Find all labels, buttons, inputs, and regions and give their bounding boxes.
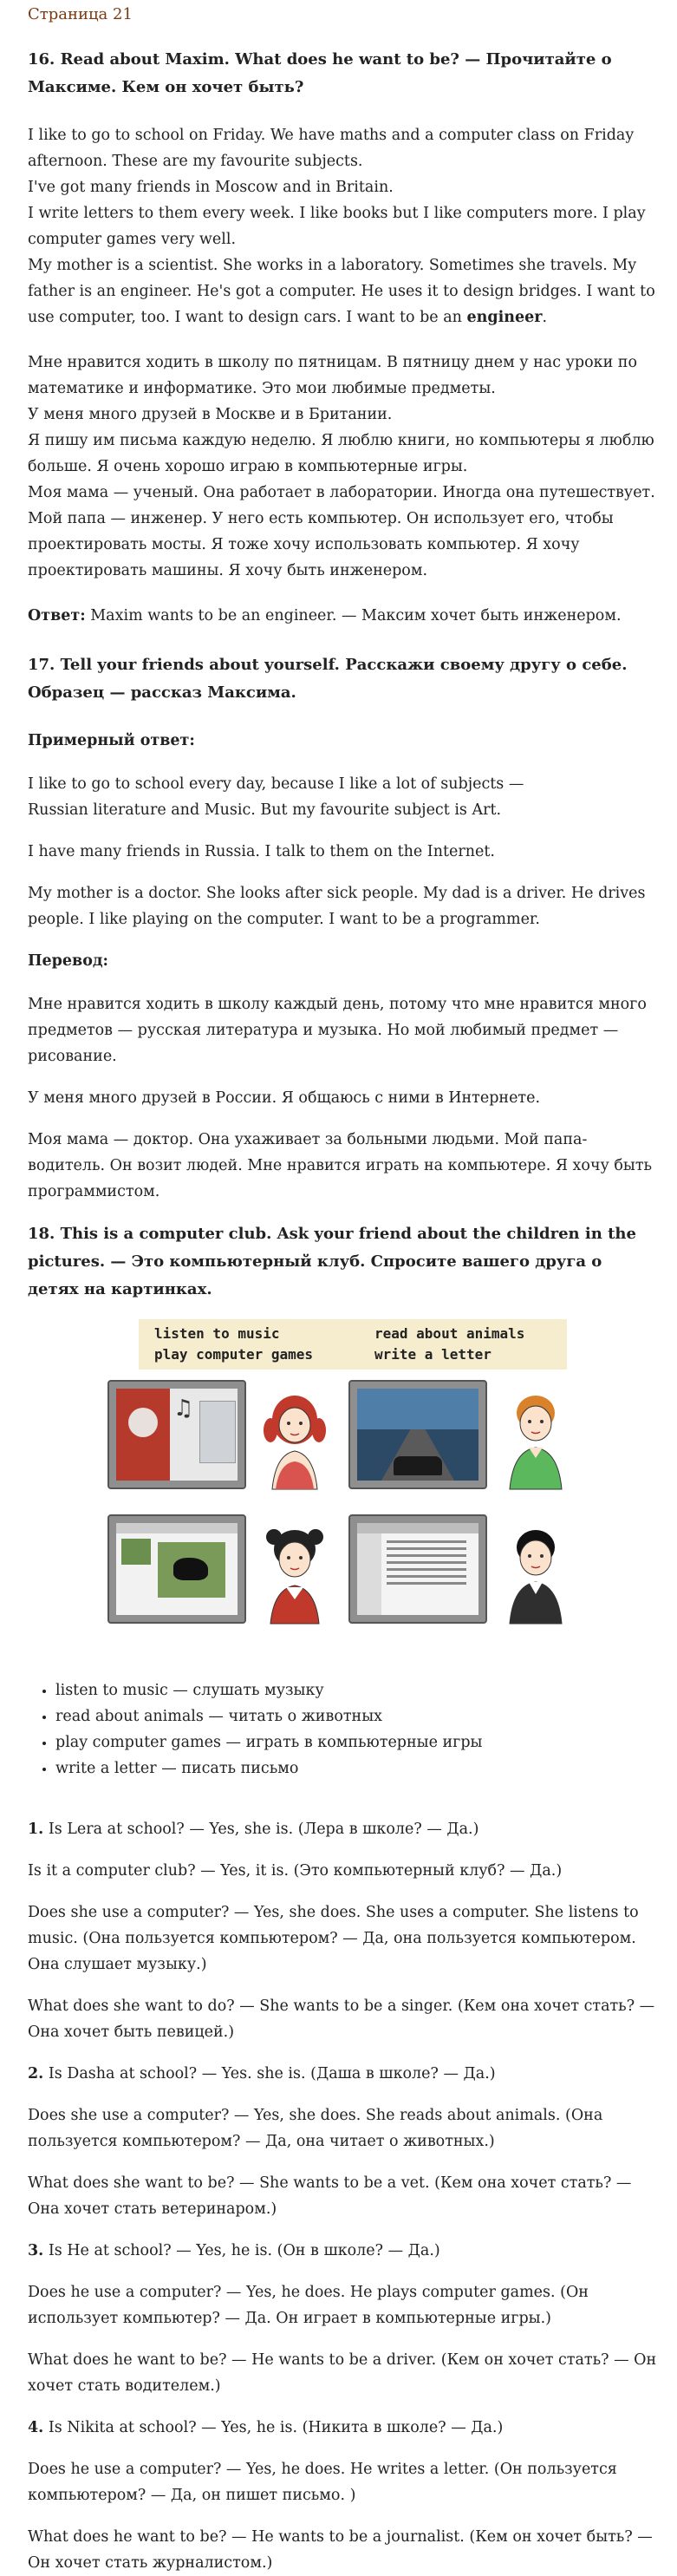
dialogue-line: Does she use a computer? — Yes, she does. She reads about animals. (Она пользуется компьютером? — Да, она читает о животных.) — [28, 2107, 603, 2150]
picture-labels-band — [139, 1319, 567, 1370]
computer-screen-animals — [107, 1514, 246, 1624]
dialogue-line: What does he want to be? — He wants to be a driver. (Кем он хочет стать? — Он хочет стать водителем.) — [28, 2351, 657, 2395]
task16-en-line: My mother is a scientist. She works in a laboratory. Sometimes she travels. My father is an engineer. He's got a computer. He uses it to design bridges. I want to use computer, too. I want to design cars. I want to be an — [28, 257, 655, 326]
dialogue-line: What does she want to do? — She wants to be a singer. (Кем она хочет стать? — Она хочет быть певицей.) — [28, 1997, 655, 2041]
dialogue-line — [28, 2415, 658, 2441]
picture-label: read about animals — [374, 1325, 525, 1342]
dialogue-line: Is it a computer club? — Yes, it is. (Это компьютерный клуб? — Да.) — [28, 1862, 563, 1880]
task16-en-end: . — [542, 309, 548, 326]
task17-ru-para: Мне нравится ходить в школу каждый день, потому что мне нравится много предметов — русская литература и музыка. Но мой любимый предмет — рисование. — [28, 996, 647, 1065]
car-dashboard — [394, 1456, 442, 1475]
dialogue-text: Is He at school? — Yes, he is. (Он в школе? — Да.) — [43, 2242, 440, 2259]
task16-en-line: I write letters to them every week. I like books but I like computers more. I play computer games very well. — [28, 205, 646, 248]
boy-gamer-illustration — [494, 1380, 577, 1489]
dialogue-number: 3. — [28, 2242, 44, 2259]
task16-ru-line: Моя мама — ученый. Она работает в лаборатории. Иногда она путешествует. Мой папа — инженер. У него есть компьютер. Он использует его, чтобы проектировать мосты. Я тоже хочу использовать компьютер. Я хочу проектировать машины. Я хочу быть инженером. — [28, 484, 655, 579]
dialogue-number: 1. — [28, 1821, 44, 1838]
task17-heading: 17. Tell your friends about yourself. Расскажи своему другу о себе. Образец — рассказ Максима. — [28, 656, 628, 702]
dialogue-number: 4. — [28, 2419, 44, 2436]
task17-ru-para: Моя мама — доктор. Она ухаживает за больными людьми. Мой папа-водитель. Он возит людей. Мне нравится играть на компьютере. Я хочу быть программистом. — [28, 1131, 653, 1200]
vocab-list — [28, 1677, 658, 1782]
vocab-item: • write a letter — писать письмо — [55, 1755, 658, 1782]
letter-text-lines — [387, 1540, 466, 1543]
task16-answer-label: Ответ: — [28, 607, 86, 624]
task17-ru-para: У меня много друзей в России. Я общаюсь с ними в Интернете. — [28, 1089, 541, 1107]
dog-image — [173, 1558, 208, 1580]
vocab-item: • read about animals — читать о животных — [55, 1703, 658, 1729]
dialogue-text: Is Dasha at school? — Yes. she is. (Даша в школе? — Да.) — [43, 2065, 496, 2082]
boy-nikita-illustration — [494, 1514, 577, 1624]
dialogue-number: 2. — [28, 2065, 44, 2082]
picture-label: play computer games — [154, 1346, 314, 1363]
task16-ru-line: У меня много друзей в Москве и в Британии. — [28, 406, 393, 423]
dialogue-text: Is Nikita at school? — Yes, he is. (Никита в школе? — Да.) — [43, 2419, 504, 2436]
task16-ru-line: Я пишу им письма каждую неделю. Я люблю книги, но компьютеры я люблю больше. Я очень хорошо играю в компьютерные игры. — [28, 432, 654, 475]
task16-en-line: I like to go to school on Friday. We have maths and a computer class on Friday afternoon. These are my favourite subjects. — [28, 127, 635, 170]
task16-en-line: I've got many friends in Moscow and in Britain. — [28, 179, 394, 196]
computer-screen-music — [107, 1380, 246, 1489]
computer-screen-game — [348, 1380, 487, 1489]
girl-dasha-illustration — [253, 1514, 336, 1624]
task18-heading: 18. This is a computer club. Ask your friend about the children in the pictures. — Это компьютерный клуб. Спросите вашего друга о детях на картинках. — [28, 1225, 636, 1298]
girl-lera-illustration — [253, 1380, 336, 1489]
dialogue-line — [28, 1816, 658, 1842]
computer-screen-letter — [348, 1514, 487, 1624]
dialogue-line: What does he want to be? — He wants to be a journalist. (Кем он хочет быть? — Он хочет стать журналистом.) — [28, 2528, 653, 2572]
task16-ru-line: Мне нравится ходить в школу по пятницам. В пятницу днем у нас уроки по математике и информатике. Это мои любимые предметы. — [28, 354, 637, 397]
dialogue-text: Is Lera at school? — Yes, she is. (Лера в школе? — Да.) — [43, 1821, 479, 1838]
music-note-icon: ♫ — [173, 1396, 194, 1422]
task17-sample-label: Примерный ответ: — [28, 732, 195, 749]
task16-russian — [28, 350, 658, 584]
task16-heading: 16. Read about Maxim. What does he want to be? — Прочитайте о Максиме. Кем он хочет быть? — [28, 50, 612, 96]
dialogue-line — [28, 2061, 658, 2087]
dialogue-line — [28, 2238, 658, 2264]
dialogue-line: Does he use a computer? — Yes, he does. He plays computer games. (Он использует компьютер? — Да. Он играет в компьютерные игры.) — [28, 2284, 589, 2327]
task17-en-para: I have many friends in Russia. I talk to them on the Internet. — [28, 843, 495, 860]
task16-english — [28, 122, 658, 330]
task16-en-bold-word: engineer — [466, 309, 543, 326]
task17-en-para: My mother is a doctor. She looks after sick people. My dad is a driver. He drives people. I like playing on the computer. I want to be a programmer. — [28, 885, 646, 928]
vocab-item: • listen to music — слушать музыку — [55, 1677, 658, 1703]
page-label: Страница 21 — [28, 5, 133, 23]
task17-translation-label: Перевод: — [28, 952, 108, 970]
vocab-item: • play computer games — играть в компьютерные игры — [55, 1729, 658, 1755]
task16-answer-text: Maxim wants to be an engineer. — Максим хочет быть инженером. — [85, 607, 622, 624]
dialogue-line: Does she use a computer? — Yes, she does. She uses a computer. She listens to music. (Она пользуется компьютером? — Да, она пользуется компьютером. Она слушает музыку.) — [28, 1904, 639, 1973]
dialogue-line: Does he use a computer? — Yes, he does. He writes a letter. (Он пользуется компьютером? — Да, он пишет письмо. ) — [28, 2461, 617, 2504]
task16-answer — [28, 603, 658, 629]
picture-label: write a letter — [374, 1346, 491, 1363]
picture-label: listen to music — [154, 1325, 280, 1342]
dialogue-line: What does she want to be? — She wants to be a vet. (Кем она хочет стать? — Она хочет стать ветеринаром.) — [28, 2174, 632, 2218]
computer-club-illustration — [107, 1319, 576, 1662]
task17-en-para: I like to go to school every day, because I like a lot of subjects — Russian literature and Music. But my favourite subject is Art. — [28, 775, 524, 819]
